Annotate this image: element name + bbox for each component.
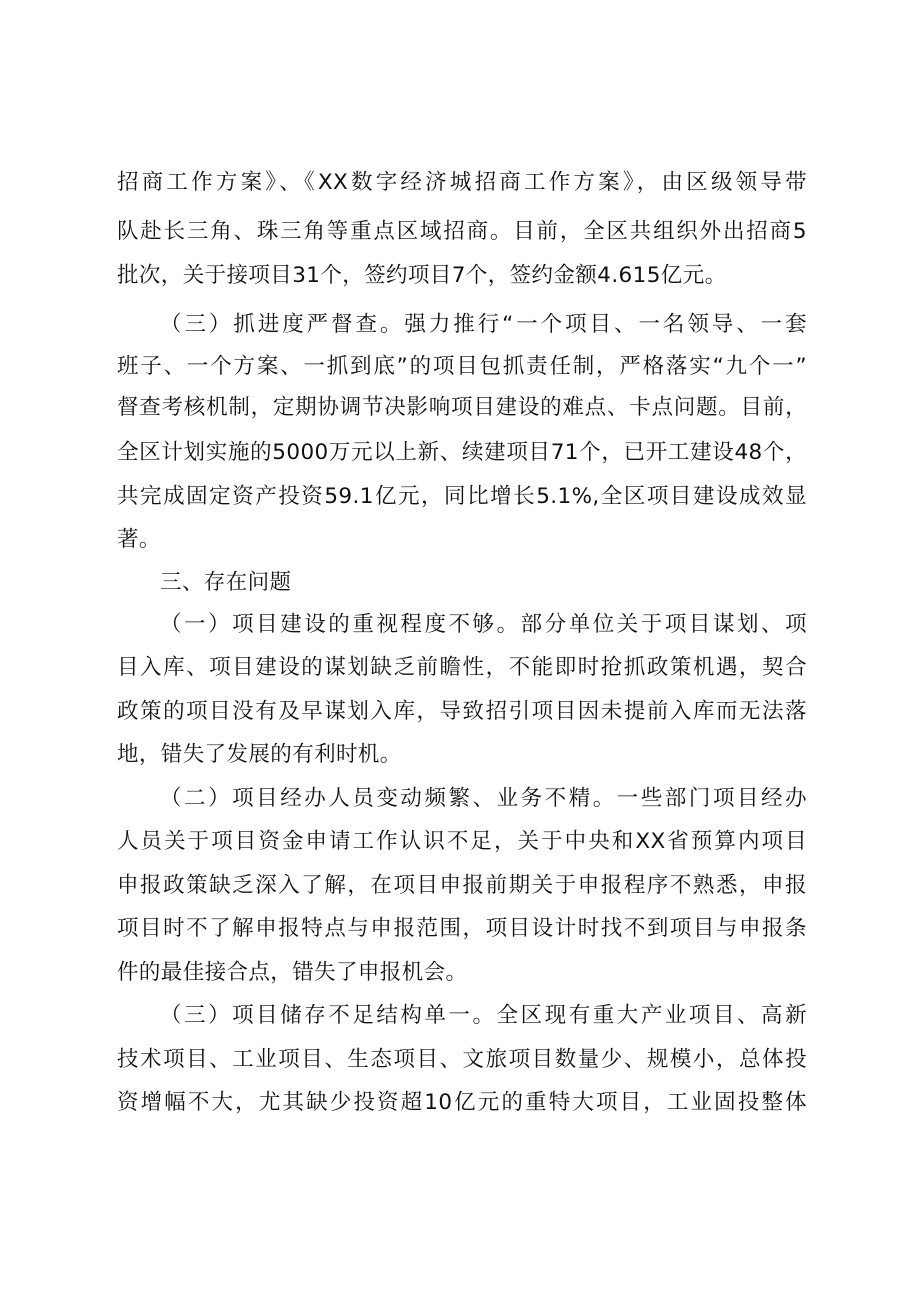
paragraph-line: 队赴长三角、珠三角等重点区域招商。目前，全区共组织外出招商5 [117,219,807,244]
paragraph-line: 班子、一个方案、一抓到底”的项目包抓责任制，严格落实“九个一” [117,354,807,379]
paragraph-line: 全区计划实施的5000万元以上新、续建项目71个，已开工建设48个， [117,440,807,465]
paragraph-line: 督查考核机制，定期协调节决影响项目建设的难点、卡点问题。目前， [117,395,807,420]
paragraph-line: 招商工作方案》、《XX数字经济城招商工作方案》，由区级领导带 [117,170,807,195]
paragraph-line: （三）项目储存不足结构单一。全区现有重大产业项目、高新 [160,1003,807,1028]
paragraph-line: 共完成固定资产投资59.1亿元，同比增长5.1%,全区项目建设成效显 [117,484,807,509]
paragraph-line: 著。 [117,527,161,552]
paragraph-line: 申报政策缺乏深入了解，在项目申报前期关于申报程序不熟悉，申报 [117,873,807,898]
paragraph-line: 政策的项目没有及早谋划入库，导致招引项目因未提前入库而无法落 [117,699,807,724]
paragraph-line: 项目时不了解申报特点与申报范围，项目设计时找不到项目与申报条 [117,916,807,941]
paragraph-line: （一）项目建设的重视程度不够。部分单位关于项目谋划、项 [160,612,807,637]
paragraph-line: 技术项目、工业项目、生态项目、文旅项目数量少、规模小，总体投 [117,1047,807,1072]
paragraph-line: 地，错失了发展的有利时机。 [117,742,402,767]
paragraph-line: 人员关于项目资金申请工作认识不足，关于中央和XX省预算内项目 [117,829,807,854]
section-heading: 三、存在问题 [160,570,292,595]
paragraph-line: （二）项目经办人员变动频繁、业务不精。一些部门项目经办 [160,786,807,811]
paragraph-line: 批次，关于接项目31个，签约项目7个，签约金额4.615亿元。 [117,263,727,288]
paragraph-line: 件的最佳接合点，错失了申报机会。 [117,960,468,985]
paragraph-line: （三）抓进度严督查。强力推行“一个项目、一名领导、一套 [160,312,807,337]
paragraph-line: 目入库、项目建设的谋划缺乏前瞻性，不能即时抢抓政策机遇，契合 [117,655,807,680]
paragraph-line: 资增幅不大，尤其缺少投资超10亿元的重特大项目，工业固投整体 [117,1090,807,1115]
